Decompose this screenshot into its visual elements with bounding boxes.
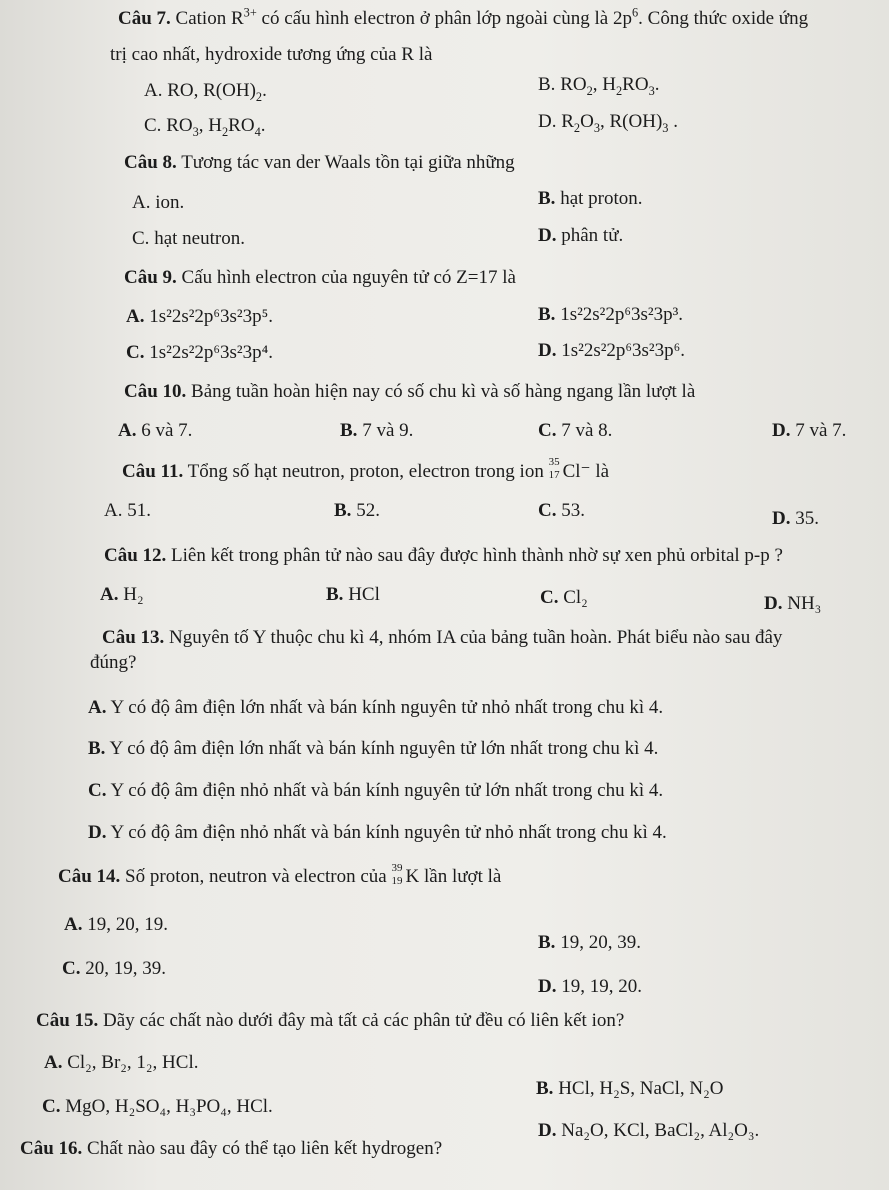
q9-option-c: C. 1s²2s²2p⁶3s²3p⁴. [126,342,274,363]
q11-option-a: A. 51. [104,500,151,521]
q15-stem: Câu 15. Dãy các chất nào dưới đây mà tất cả các phân tử đều có liên kết ion? [36,1010,625,1031]
q14-option-c: C. 20, 19, 39. [62,958,166,979]
q12-stem: Câu 12. Liên kết trong phân tử nào sau đây được hình thành nhờ sự xen phủ orbital p-p ? [104,545,783,566]
q13-stem: Câu 13. Nguyên tố Y thuộc chu kì 4, nhóm IA của bảng tuần hoàn. Phát biểu nào sau đây [102,627,783,648]
q7-option-d: D. $R_2O_3$, $R(OH)_3$ . [538,111,678,135]
q14-option-d: D. 19, 19, 20. [538,976,642,997]
q8-stem: Câu 8. Tương tác van der Waals tồn tại giữa những [124,152,515,173]
q12-option-c: C. Cl₂ [540,587,588,608]
q11-isotope: 35 17 [548,456,560,481]
q9-stem: Câu 9. Cấu hình electron của nguyên tử có Z=17 là [124,267,516,288]
q15-option-a: A. Cl₂, Br₂, 1₂, HCl. [44,1052,199,1073]
q12-option-d: D. NH₃ [764,593,822,614]
q8-option-d: D. phân tử. [538,225,624,246]
q7-stem-line2: trị cao nhất, hydroxide tương ứng của R là [110,44,433,65]
q10-option-d: D. 7 và 7. [772,420,847,441]
q12-option-b: B. HCl [326,584,380,605]
q8-option-a: A. ion. [132,192,185,213]
q14-option-a: A. 19, 20, 19. [64,914,168,935]
q10-stem: Câu 10. Bảng tuần hoàn hiện nay có số chu kì và số hàng ngang lần lượt là [124,381,696,402]
q11-stem: Câu 11. Tổng số hạt neutron, proton, electron trong ion 35 17 Cl⁻ là [122,456,610,482]
q7-option-a: A. RO, $R(OH)_2$. [144,80,267,104]
q7-option-b: B. $RO_2$, $H_2RO_3$. [538,74,660,98]
q14-isotope: 39 19 [391,862,403,887]
q11-option-c: C. 53. [538,500,585,521]
q14-option-b: B. 19, 20, 39. [538,932,641,953]
q14-stem: Câu 14. Số proton, neutron và electron của 39 19 K lần lượt là [58,862,502,887]
q8-option-c: C. hạt neutron. [132,228,245,249]
q11-option-b: B. 52. [334,500,380,521]
q9-option-b: B. 1s²2s²2p⁶3s²3p³. [538,304,684,325]
q9-option-d: D. 1s²2s²2p⁶3s²3p⁶. [538,340,686,361]
q10-option-b: B. 7 và 9. [340,420,414,441]
q13-option-a: A. Y có độ âm điện lớn nhất và bán kính nguyên tử nhỏ nhất trong chu kì 4. [88,697,664,718]
q13-stem-line2: đúng? [90,652,137,673]
q15-option-d: D. Na₂O, KCl, BaCl₂, Al₂O₃. [538,1120,760,1141]
q15-option-c: C. MgO, H₂SO₄, H₃PO₄, HCl. [42,1096,273,1117]
q11-option-d: D. 35. [772,508,819,529]
q15-option-b: B. HCl, H₂S, NaCl, N₂O [536,1078,724,1099]
q7-stem: Câu 7. Cation $R^{3+}$ có cấu hình electron ở phân lớp ngoài cùng là $2p^6$. Công thức oxide ứng [118,5,809,29]
q13-option-c: C. Y có độ âm điện nhỏ nhất và bán kính nguyên tử lớn nhất trong chu kì 4. [88,780,664,801]
q7-option-c: C. $RO_3$, $H_2RO_4$. [144,115,266,139]
q9-option-a: A. 1s²2s²2p⁶3s²3p⁵. [126,306,274,327]
q12-option-a: A. H₂ [100,584,144,605]
q10-option-a: A. 6 và 7. [118,420,193,441]
q13-option-d: D. Y có độ âm điện nhỏ nhất và bán kính nguyên tử nhỏ nhất trong chu kì 4. [88,822,667,843]
q10-option-c: C. 7 và 8. [538,420,613,441]
q16-stem: Câu 16. Chất nào sau đây có thể tạo liên kết hydrogen? [20,1138,443,1159]
q13-option-b: B. Y có độ âm điện lớn nhất và bán kính nguyên tử lớn nhất trong chu kì 4. [88,738,659,759]
q8-option-b: B. hạt proton. [538,188,643,209]
